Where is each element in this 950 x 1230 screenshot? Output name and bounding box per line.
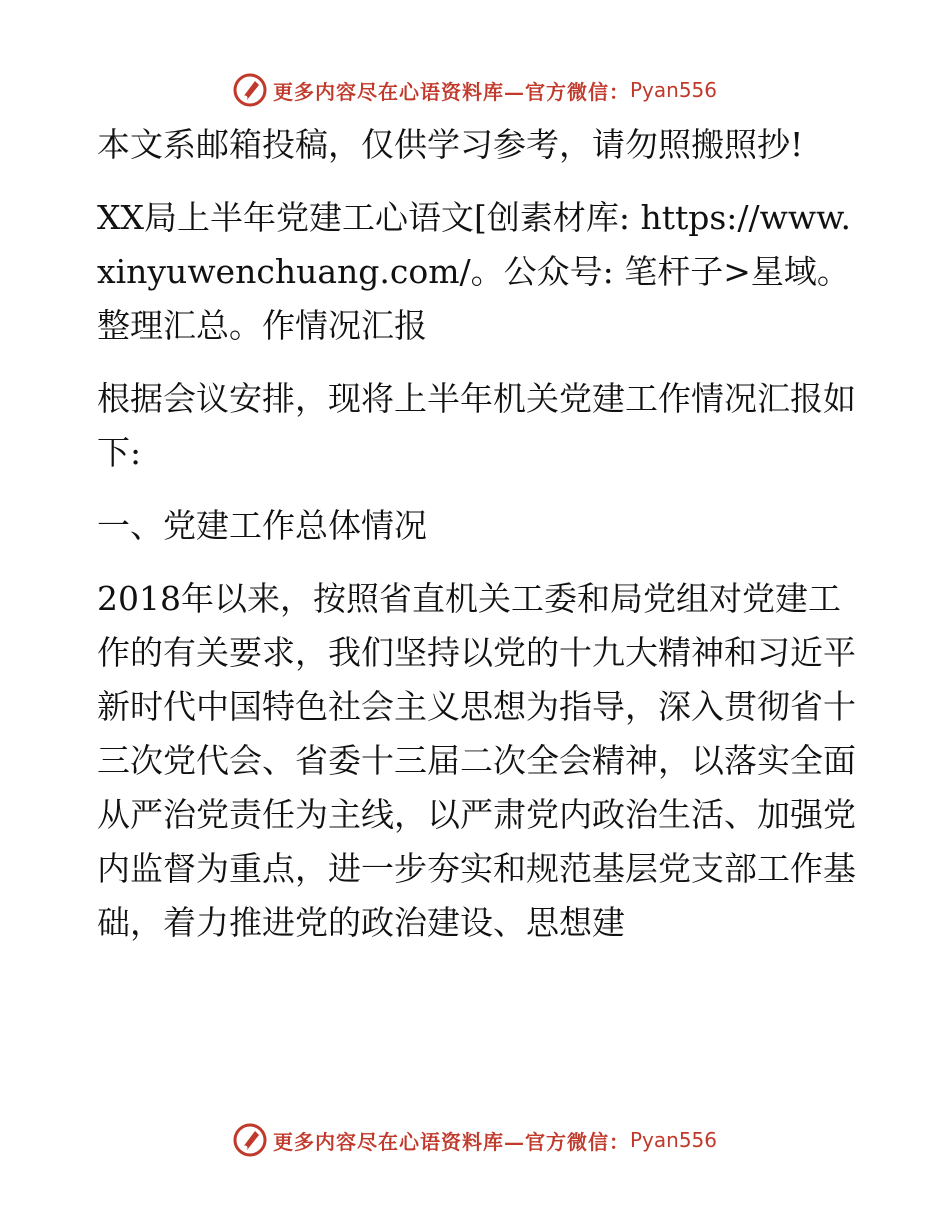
banner-wechat-id: Pyan556 xyxy=(629,78,717,102)
header-banner xyxy=(0,70,950,110)
footer-banner xyxy=(0,1120,950,1160)
paragraph-opening: 根据会议安排，现将上半年机关党建工作情况汇报如下: xyxy=(97,379,856,472)
paragraph-title: XX局上半年党建工心语文[创素材库: https://www.xinyuwenchuang.com/。公众号: 笔杆子>星域。整理汇总。作情况汇报 xyxy=(97,198,851,345)
paragraph-body: 2018年以来，按照省直机关工委和局党组对党建工作的有关要求，我们坚持以党的十九大精神和习近平新时代中国特色社会主义思想为指导，深入贯彻省十三次党代会、省委十三届二次全会精神，以落实全面从严治党责任为主线，以严肃党内政治生活、加强党内监督为重点，进一步夯实和规范基层党支部工作基础，着力推进党的政治建设、思想建 xyxy=(97,579,856,942)
document-body xyxy=(97,118,857,969)
banner-wechat-id: Pyan556 xyxy=(629,1128,717,1152)
section-heading: 一、党建工作总体情况 xyxy=(97,506,427,545)
banner-text: 更多内容尽在心语资料库—官方微信： xyxy=(272,79,630,104)
pen-logo-icon xyxy=(233,1123,267,1157)
banner-text: 更多内容尽在心语资料库—官方微信： xyxy=(272,1129,630,1154)
pen-logo-icon xyxy=(233,73,267,107)
paragraph-disclaimer: 本文系邮箱投稿，仅供学习参考，请勿照搬照抄! xyxy=(97,125,804,164)
